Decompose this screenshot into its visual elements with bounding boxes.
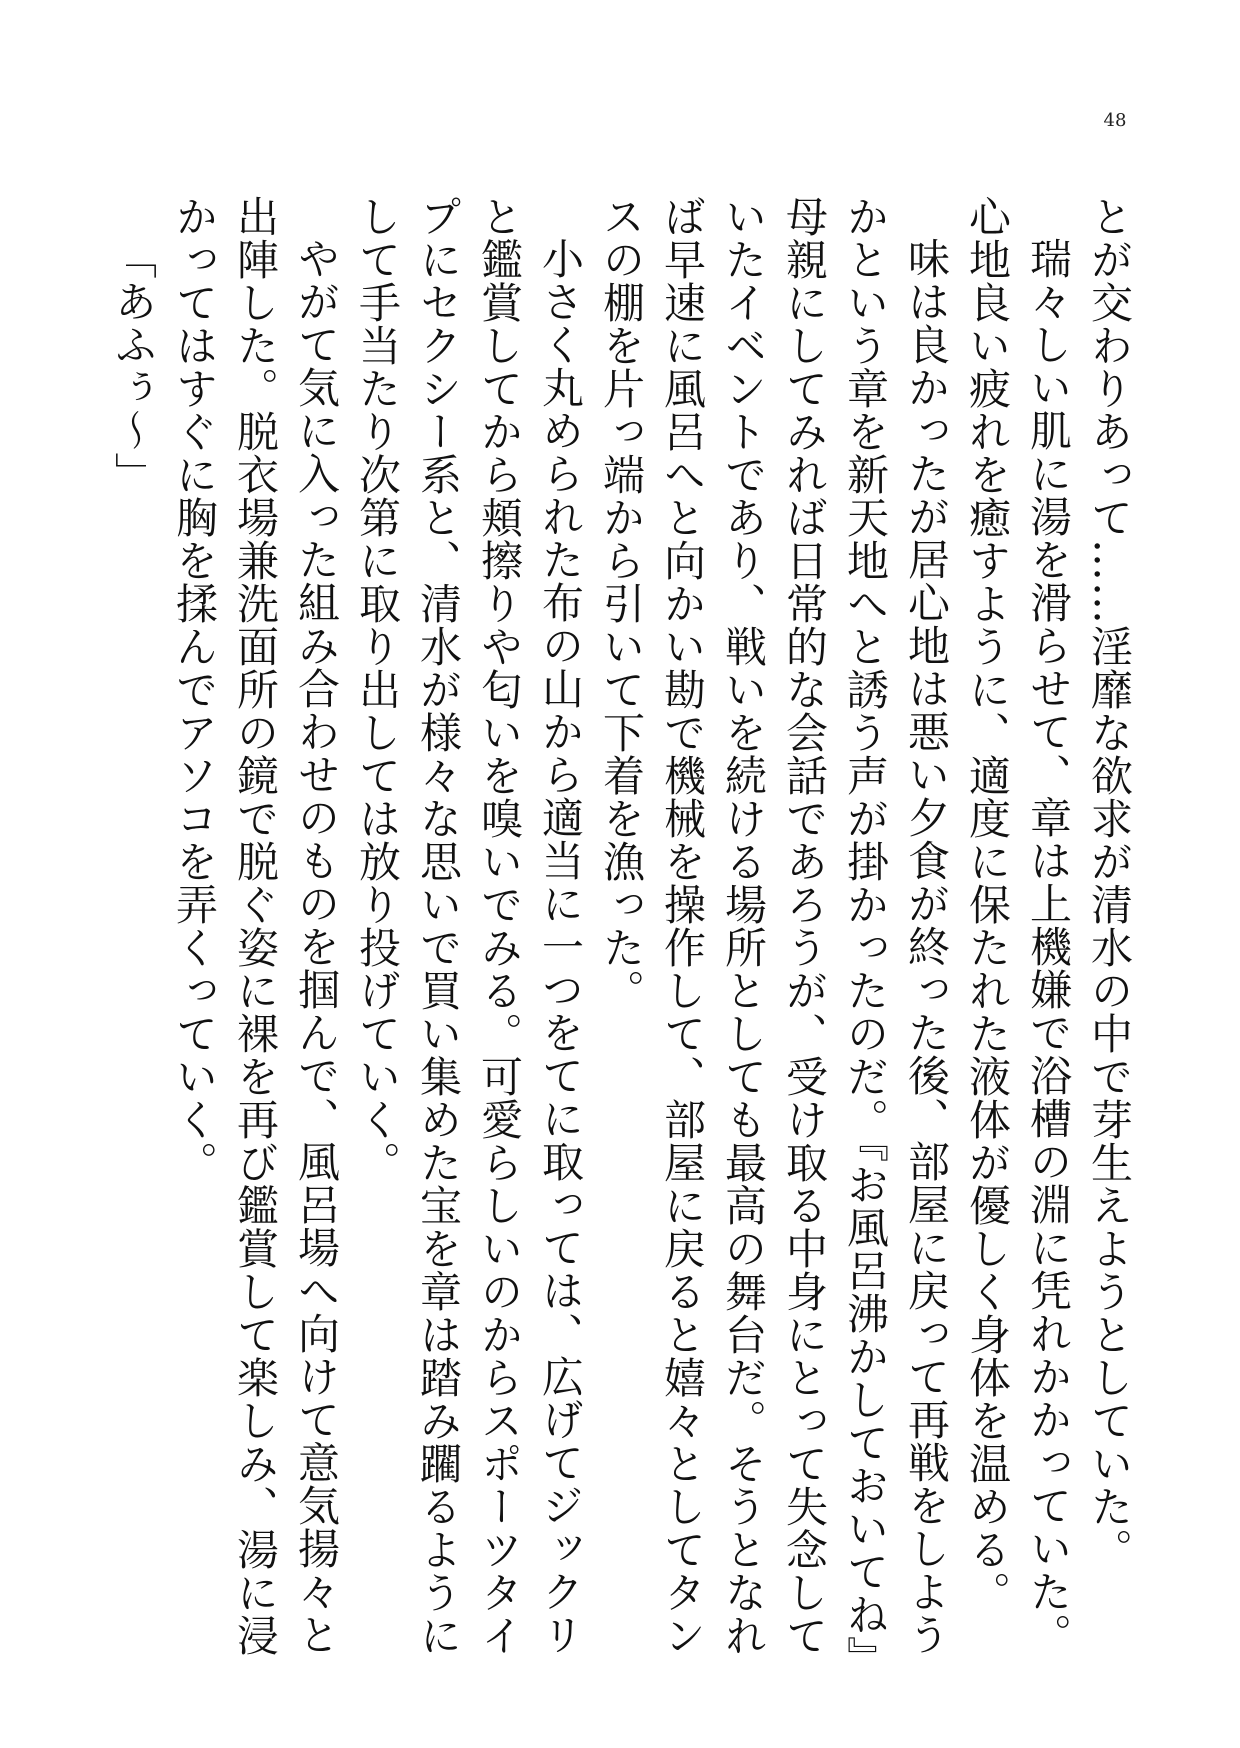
body-text: [80, 195, 1140, 1665]
paragraph: とが交わりあって……淫靡な欲求が清水の中で芽生えようとしていた。: [1085, 195, 1134, 1571]
paragraph: 小さく丸められた布の山から適当に一つをてに取っては、広げてジックリと鑑賞してから頬擦りや匂いを嗅いでみる。可愛らしいのからスポーツタイプにセクシー系と、清水が様々な思いで買い集めた宝を章は踏み躙るようにして手当たり次第に取り出しては放り投げていく。: [353, 195, 585, 1657]
paragraph: 味は良かったが居心地は悪い夕食が終った後、部屋に戻って再戦をしようかという章を新天地へと誘う声が掛かったのだ。『お風呂沸かしておいてね』母親にしてみれば日常的な会話であろうが、受け取る中身にとって失念していたイベントであり、戦いを続ける場所としても最高の舞台だ。そうとなれば早速に風呂へと向かい勘で機械を操作して、部屋に戻ると嬉々としてタンスの棚を片っ端から引いて下着を漁った。: [597, 195, 951, 1658]
dialogue-line: 「あふぅ〜」: [109, 237, 158, 495]
paragraph: やがて気に入った組み合わせのものを掴んで、風呂場へ向けて意気揚々と出陣した。脱衣場兼洗面所の鏡で脱ぐ姿に裸を再び鑑賞して楽しみ、湯に浸かってはすぐに胸を揉んでアソコを弄くっていく。: [170, 195, 341, 1657]
paragraph: 瑞々しい肌に湯を滑らせて、章は上機嫌で浴槽の淵に凭れかかっていた。心地良い疲れを癒すように、適度に保たれた液体が優しく身体を温める。: [963, 195, 1073, 1656]
page-number: 48: [1103, 110, 1127, 131]
